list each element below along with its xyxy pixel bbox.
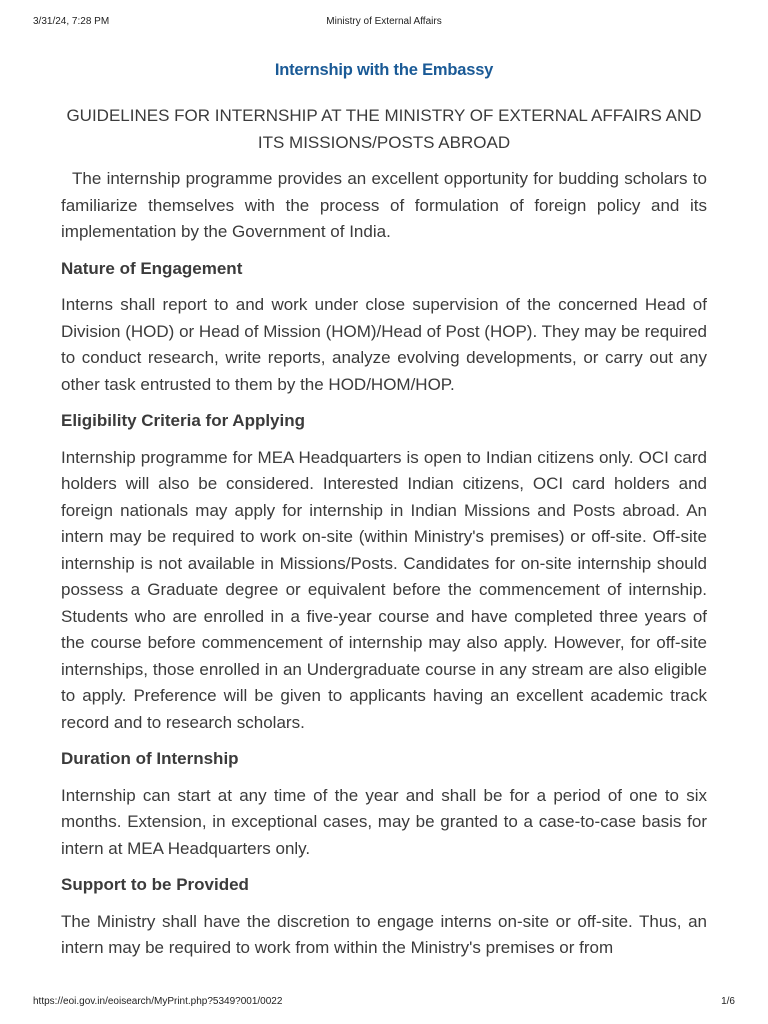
section-text-nature-of-engagement: Interns shall report to and work under close supervision of the concerned Head of Division (HOD) or Head of Mission (HOM)/Head of Post (HOP). They may be required to conduct research, write reports, analyze evolving developments, or carry out any other task entrusted to them by the HOD/HOM/HOP. (61, 295, 707, 394)
section-text-eligibility-criteria: Internship programme for MEA Headquarters is open to Indian citizens only. OCI card holders will also be considered. Interested Indian citizens, OCI card holders and foreign nationals may apply for internship in Indian Missions and Posts abroad. An intern may be required to work on-site (within Ministry's premises) or off-site. Off-site internship is not available in Missions/Posts. Candidates for on-site internship should possess a Graduate degree or equivalent before the commencement of internship. Students who are enrolled in a five-year course and have completed three years of the course before commencement of internship may also apply. However, for off-site internships, those enrolled in an Undergraduate course in any stream are also eligible to apply. Preference will be given to applicants having an excellent academic track record and to research scholars. (61, 447, 707, 732)
section-text-support: The Ministry shall have the discretion to engage interns on-site or off-site. Thus, an intern may be required to work from within the Ministry's premises or from (61, 911, 707, 957)
document-content (61, 58, 707, 962)
print-datetime: 3/31/24, 7:28 PM (33, 16, 110, 27)
section-text-duration: Internship can start at any time of the year and shall be for a period of one to six months. Extension, in exceptional cases, may be granted to a case-to-case basis for intern at MEA Headquarters only. (61, 785, 707, 858)
print-header (33, 16, 735, 30)
section-heading-support: Support to be Provided (61, 875, 249, 894)
guidelines-heading: GUIDELINES FOR INTERNSHIP AT THE MINISTRY OF EXTERNAL AFFAIRS AND ITS MISSIONS/POSTS ABROAD (66, 106, 702, 152)
page-title: Internship with the Embassy (274, 61, 494, 79)
print-site-title: Ministry of External Affairs (326, 16, 442, 27)
section-heading-eligibility-criteria: Eligibility Criteria for Applying (61, 411, 306, 430)
intro-paragraph: The internship programme provides an excellent opportunity for budding scholars to familiarize themselves with the process of formulation of foreign policy and its implementation by the Government of India. (61, 169, 707, 241)
page-indicator: 1/6 (721, 996, 735, 1007)
print-footer (33, 996, 735, 1010)
section-heading-duration: Duration of Internship (61, 749, 239, 768)
print-url: https://eoi.gov.in/eoisearch/MyPrint.php?5349?001/0022 (33, 996, 283, 1007)
section-heading-nature-of-engagement: Nature of Engagement (61, 258, 243, 278)
